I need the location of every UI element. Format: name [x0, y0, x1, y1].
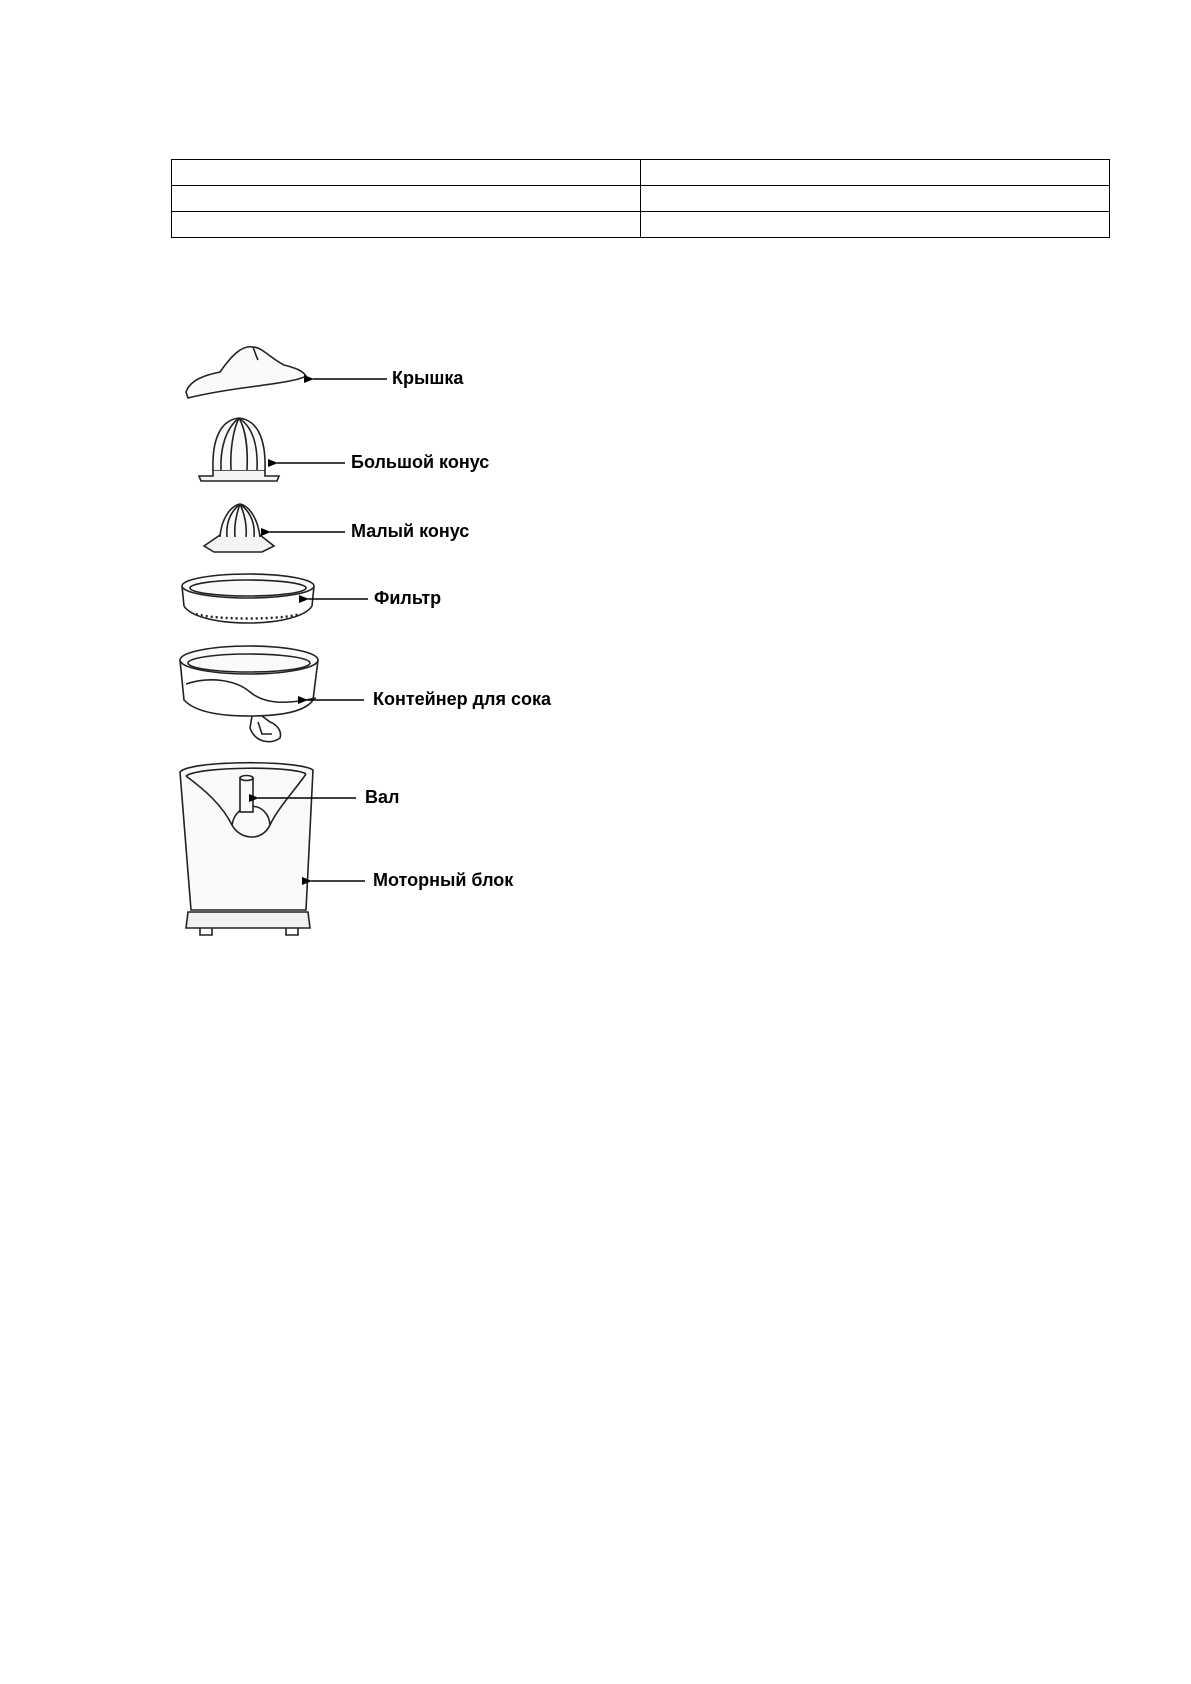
juice-container-label: Контейнер для сока	[373, 689, 552, 709]
juice-container-drawing	[180, 646, 318, 742]
large-cone-drawing	[199, 418, 279, 481]
large-cone-label: Большой конус	[351, 452, 490, 472]
filter-label: Фильтр	[374, 588, 442, 608]
motor-unit-label: Моторный блок	[373, 870, 514, 890]
lid-label: Крышка	[392, 368, 464, 388]
shaft-label: Вал	[365, 787, 400, 807]
filter-drawing	[182, 574, 314, 623]
small-cone-label: Малый конус	[351, 521, 470, 541]
shaft-drawing	[240, 776, 253, 813]
small-cone-drawing	[204, 504, 274, 552]
lid-drawing	[186, 347, 306, 398]
